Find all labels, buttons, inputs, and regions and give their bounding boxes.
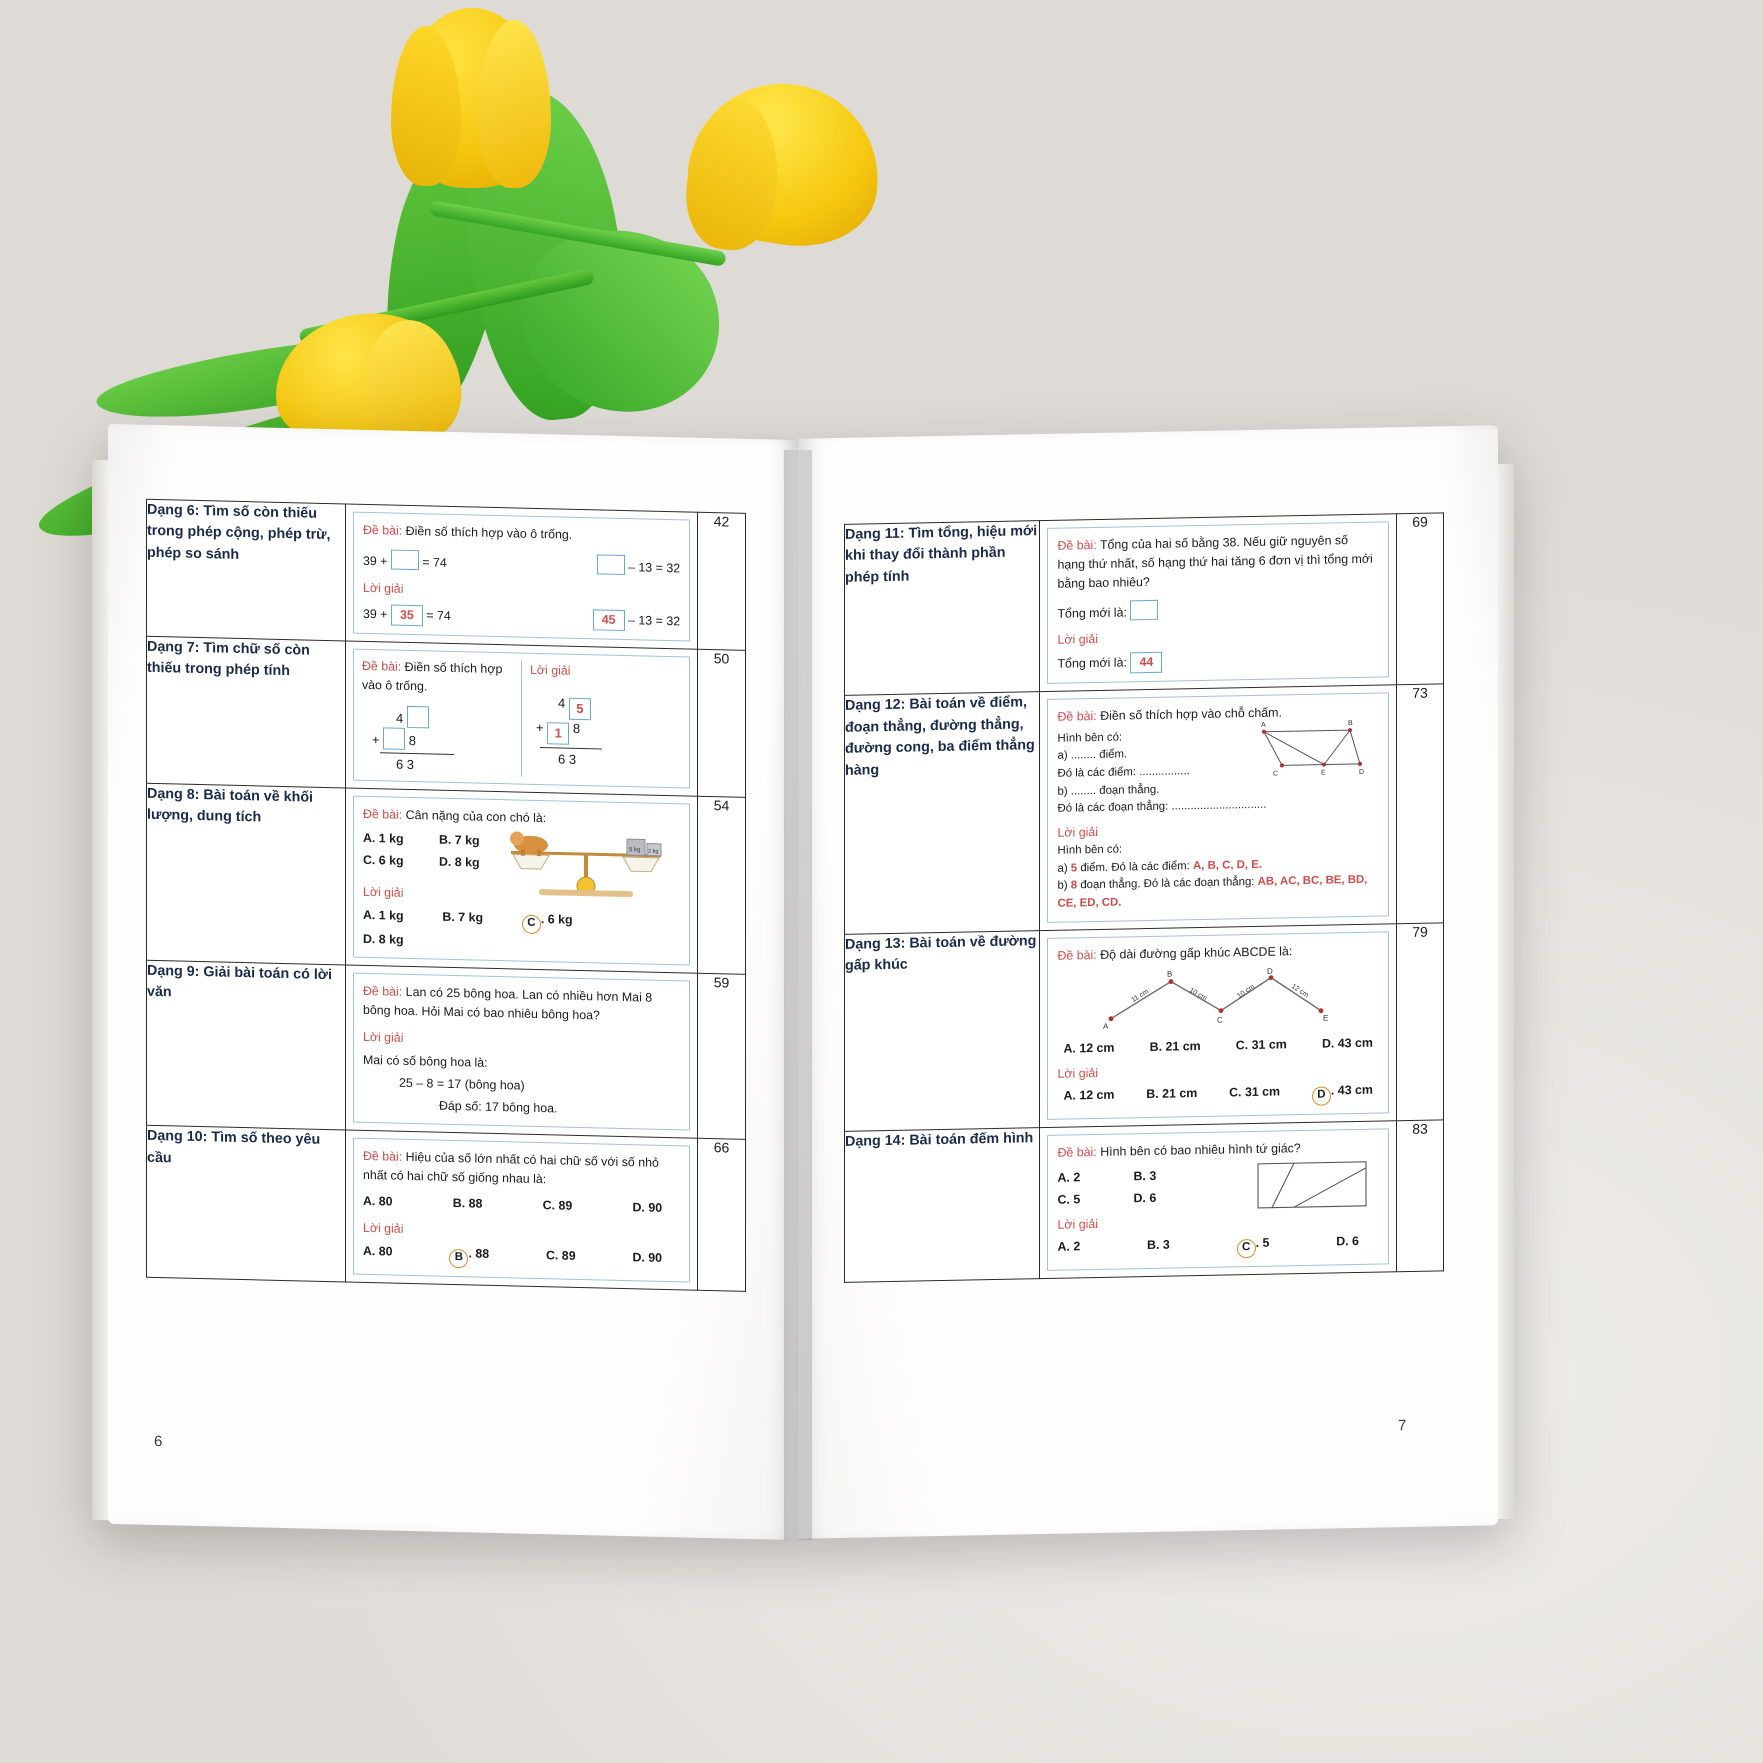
category-label: Dạng 9: Giải bài toán có lời văn: [147, 960, 346, 1130]
content-cell: [345, 1130, 697, 1290]
empty-digit-box[interactable]: [407, 706, 429, 729]
prompt-text: Tổng của hai số bằng 38. Nếu giữ nguyên số hạng thứ nhất, số hạng thứ hai tăng 6 đơn vị thì tổng mới bằng bao nhiêu?: [1057, 533, 1373, 592]
prompt-label: Đề bài:: [362, 983, 403, 999]
category-label: Dạng 14: Bài toán đếm hình: [845, 1128, 1040, 1283]
page-ref: 59: [698, 973, 746, 1139]
circled-answer: C: [1237, 1239, 1256, 1258]
page-number-left: 6: [154, 1432, 163, 1451]
svg-text:A: A: [1260, 722, 1266, 730]
expression-2: – 13 = 32: [597, 555, 680, 579]
table-row: [147, 960, 746, 1139]
answer-option: B. 3: [1147, 1237, 1170, 1253]
book-spine: [784, 450, 812, 1540]
polyline-figure: [1057, 964, 1378, 1036]
prompt-text: Điền số thích hợp vào ô trống.: [361, 659, 503, 694]
digit: 4: [558, 695, 566, 711]
category-label: Dạng 6: Tìm số còn thiếu trong phép cộng, phép trừ, phép so sánh: [147, 499, 346, 641]
solution-line: 25 – 8 = 17 (bông hoa): [398, 1075, 525, 1093]
svg-text:B: B: [1167, 969, 1173, 979]
answer-option: D. 90: [632, 1250, 663, 1266]
content-cell: [1040, 514, 1396, 692]
option[interactable]: C. 89: [542, 1197, 573, 1213]
option[interactable]: A. 1 kg: [362, 830, 404, 846]
page-ref: 66: [698, 1139, 746, 1292]
solution-line: Mai có số bông hoa là:: [362, 1052, 488, 1070]
table-row: [147, 499, 746, 650]
prompt-label: Đề bài:: [1057, 1145, 1097, 1161]
svg-text:A: A: [1103, 1021, 1109, 1031]
weight-label-2: 2 kg: [648, 848, 659, 855]
category-label: Dạng 8: Bài toán về khối lượng, dung tích: [147, 783, 346, 965]
expression-1: 39 + = 74: [363, 549, 447, 573]
option[interactable]: D. 6: [1133, 1190, 1157, 1206]
question-line: Đó là các điểm: ................: [1057, 765, 1190, 780]
page-number-right: 7: [1398, 1417, 1407, 1435]
category-label: Dạng 10: Tìm số theo yêu cầu: [147, 1126, 346, 1283]
solution-label: Lời giải: [1057, 631, 1098, 647]
table-row: [845, 1120, 1444, 1282]
content-cell: [345, 788, 697, 973]
prompt-label: Đề bài:: [362, 522, 403, 538]
svg-text:D: D: [1358, 769, 1365, 777]
svg-text:E: E: [1323, 1013, 1329, 1023]
right-table: [844, 512, 1444, 1283]
question-line: a) ........ điểm.: [1057, 748, 1128, 762]
solution-label: Lời giải: [1057, 824, 1098, 840]
answer-option-correct: C . 6 kg: [522, 909, 608, 935]
filled-digit-box: 5: [569, 698, 591, 721]
circled-answer: B: [449, 1249, 468, 1268]
solution-expression-2: 45 – 13 = 32: [593, 609, 680, 632]
category-label: Dạng 11: Tìm tổng, hiệu mới khi thay đổi thành phần phép tính: [845, 521, 1040, 696]
svg-text:D: D: [1267, 966, 1273, 976]
page-ref: 42: [698, 512, 746, 650]
solution-label: Lời giải: [362, 884, 404, 900]
question-line: Hình bên có:: [1057, 731, 1123, 745]
answer-line: Hình bên có:: [1057, 843, 1123, 857]
sum-result: 6 3: [395, 756, 415, 773]
prompt-label: Đề bài:: [362, 1149, 403, 1165]
prompt-text: Điền số thích hợp vào ô trống.: [405, 523, 573, 542]
answer-option-correct: C . 5: [1237, 1234, 1270, 1259]
content-cell: [1040, 685, 1396, 930]
answer-option: B. 21 cm: [1146, 1086, 1198, 1102]
empty-answer-box[interactable]: [1130, 599, 1158, 620]
empty-answer-box[interactable]: [391, 550, 419, 571]
points-segments-figure: [1240, 716, 1382, 791]
answer-option: D. 6: [1336, 1234, 1359, 1249]
content-cell: Đề bài: Điền số thích hợp vào ô trống. 4 + 8 6 3 Lời giải 4 5 + 1 8 6 3: [345, 641, 697, 796]
table-row: [147, 783, 746, 974]
svg-text:E: E: [1320, 769, 1326, 777]
table-row: [845, 684, 1444, 934]
empty-digit-box[interactable]: [383, 728, 405, 751]
solution-label: Lời giải: [362, 1030, 404, 1046]
answer-option: B. 7 kg: [442, 909, 484, 925]
answer-option: A. 1 kg: [362, 907, 404, 923]
option[interactable]: A. 2: [1057, 1169, 1081, 1185]
category-label: Dạng 13: Bài toán về đường gấp khúc: [845, 930, 1040, 1131]
page-ref: 73: [1396, 684, 1443, 923]
prompt-text: Hình bên có bao nhiêu hình tứ giác?: [1100, 1141, 1301, 1160]
page-ref: 69: [1396, 513, 1443, 685]
page-ref: 83: [1396, 1120, 1443, 1272]
answer-option: A. 12 cm: [1063, 1088, 1115, 1104]
answer-option: A. 2: [1057, 1239, 1081, 1255]
filled-answer-box: 44: [1130, 652, 1162, 674]
circled-answer: D: [1312, 1087, 1331, 1106]
page-edge-right: [1496, 464, 1514, 1519]
weight-label-1: 5 kg: [629, 847, 641, 854]
answer-line: a) 5 điểm. Đó là các điểm: A, B, C, D, E.: [1057, 858, 1262, 875]
option[interactable]: B. 88: [452, 1195, 483, 1211]
svg-text:10 cm: 10 cm: [1236, 983, 1257, 1000]
answer-option: C. 31 cm: [1229, 1084, 1281, 1100]
option[interactable]: B. 21 cm: [1149, 1039, 1201, 1054]
solution-label: Lời giải: [1057, 1066, 1098, 1081]
answer-option-correct: B . 88: [449, 1244, 489, 1269]
balance-scale-figure: [491, 822, 681, 912]
page-ref: 50: [698, 649, 746, 797]
prompt-label: Đề bài:: [1057, 947, 1097, 963]
sum-result: 6 3: [558, 751, 577, 767]
option[interactable]: B. 3: [1133, 1168, 1157, 1183]
answer-option-correct: D . 43 cm: [1312, 1081, 1373, 1106]
digit: 4: [395, 710, 404, 727]
table-row: [845, 923, 1444, 1132]
filled-digit-box: 1: [547, 722, 569, 745]
content-cell: [345, 504, 697, 649]
question-line: b) ........ đoạn thẳng.: [1057, 783, 1160, 798]
table-row: [147, 636, 746, 797]
option[interactable]: C. 6 kg: [362, 853, 404, 869]
digit: 8: [572, 720, 581, 737]
table-row: [845, 513, 1444, 696]
category-label: Dạng 7: Tìm chữ số còn thiếu trong phép tính: [147, 636, 346, 788]
prompt-text: Lan có 25 bông hoa. Lan có nhiều hơn Mai 8 bông hoa. Hỏi Mai có bao nhiêu bông hoa?: [362, 984, 653, 1023]
quadrilateral-count-figure: [1254, 1156, 1372, 1214]
prompt-label: Đề bài:: [1057, 709, 1097, 725]
answer-line: b) 8 đoạn thẳng. Đó là các đoạn thẳng: AB, AC, BC, BE, BD, CE, ED, CD.: [1057, 874, 1368, 910]
svg-text:12 cm: 12 cm: [1290, 983, 1310, 1000]
category-label: Dạng 12: Bài toán về điểm, đoạn thẳng, đường thẳng, đường cong, ba điểm thẳng hàng: [845, 692, 1040, 934]
circled-answer: C: [522, 914, 541, 933]
answer-line: Tổng mới là:: [1057, 655, 1127, 671]
prompt-text: Độ dài đường gấp khúc ABCDE là:: [1100, 944, 1293, 962]
solution-label: Lời giải: [530, 662, 571, 678]
option[interactable]: D. 43 cm: [1321, 1035, 1373, 1051]
answer-option: A. 80: [362, 1244, 393, 1259]
prompt-text: Cân nặng của con chó là:: [405, 807, 547, 826]
solution-expression-1: 39 + 35 = 74: [363, 604, 451, 627]
svg-text:C: C: [1272, 770, 1279, 778]
table-row: [147, 1126, 746, 1292]
content-cell: [1040, 1121, 1396, 1279]
content-cell: [1040, 924, 1396, 1129]
option[interactable]: D. 90: [632, 1199, 663, 1215]
solution-label: Lời giải: [362, 581, 404, 597]
answer-option: D. 8 kg: [362, 931, 404, 947]
prompt-text: Hiệu của số lớn nhất có hai chữ số với số nhỏ nhất có hai chữ số giống nhau là:: [362, 1150, 659, 1187]
svg-text:B: B: [1347, 720, 1353, 728]
svg-text:11 cm: 11 cm: [1130, 988, 1151, 1004]
content-cell: [345, 965, 697, 1139]
open-book: [108, 432, 1498, 1572]
option[interactable]: C. 31 cm: [1235, 1037, 1287, 1053]
solution-label: Lời giải: [1057, 1217, 1098, 1232]
prompt-label: Đề bài:: [1057, 537, 1097, 553]
page-ref: 79: [1396, 923, 1443, 1122]
right-page: [798, 425, 1498, 1538]
prompt-label: Đề bài:: [362, 806, 403, 822]
option[interactable]: B. 7 kg: [438, 832, 480, 848]
page-ref: 54: [698, 796, 746, 974]
answer-option: C. 89: [545, 1248, 576, 1264]
left-table: [146, 499, 746, 1292]
svg-text:C: C: [1217, 1015, 1223, 1025]
question-line: Đó là các đoạn thẳng: ..............................: [1057, 798, 1267, 815]
left-page: [108, 424, 798, 1540]
option[interactable]: D. 8 kg: [438, 854, 480, 870]
solution-line: Đáp số: 17 bông hoa.: [438, 1098, 558, 1116]
option[interactable]: A. 12 cm: [1063, 1040, 1115, 1056]
empty-answer-box[interactable]: [597, 555, 625, 576]
prompt-text: Điền số thích hợp vào chỗ chấm.: [1100, 705, 1282, 724]
solution-label: Lời giải: [362, 1220, 404, 1236]
svg-text:10 cm: 10 cm: [1188, 986, 1209, 1003]
question-line: Tổng mới là:: [1057, 605, 1127, 621]
option[interactable]: A. 80: [362, 1193, 393, 1209]
digit: 8: [408, 733, 417, 749]
prompt-label: Đề bài:: [361, 658, 402, 674]
option[interactable]: C. 5: [1057, 1192, 1081, 1207]
